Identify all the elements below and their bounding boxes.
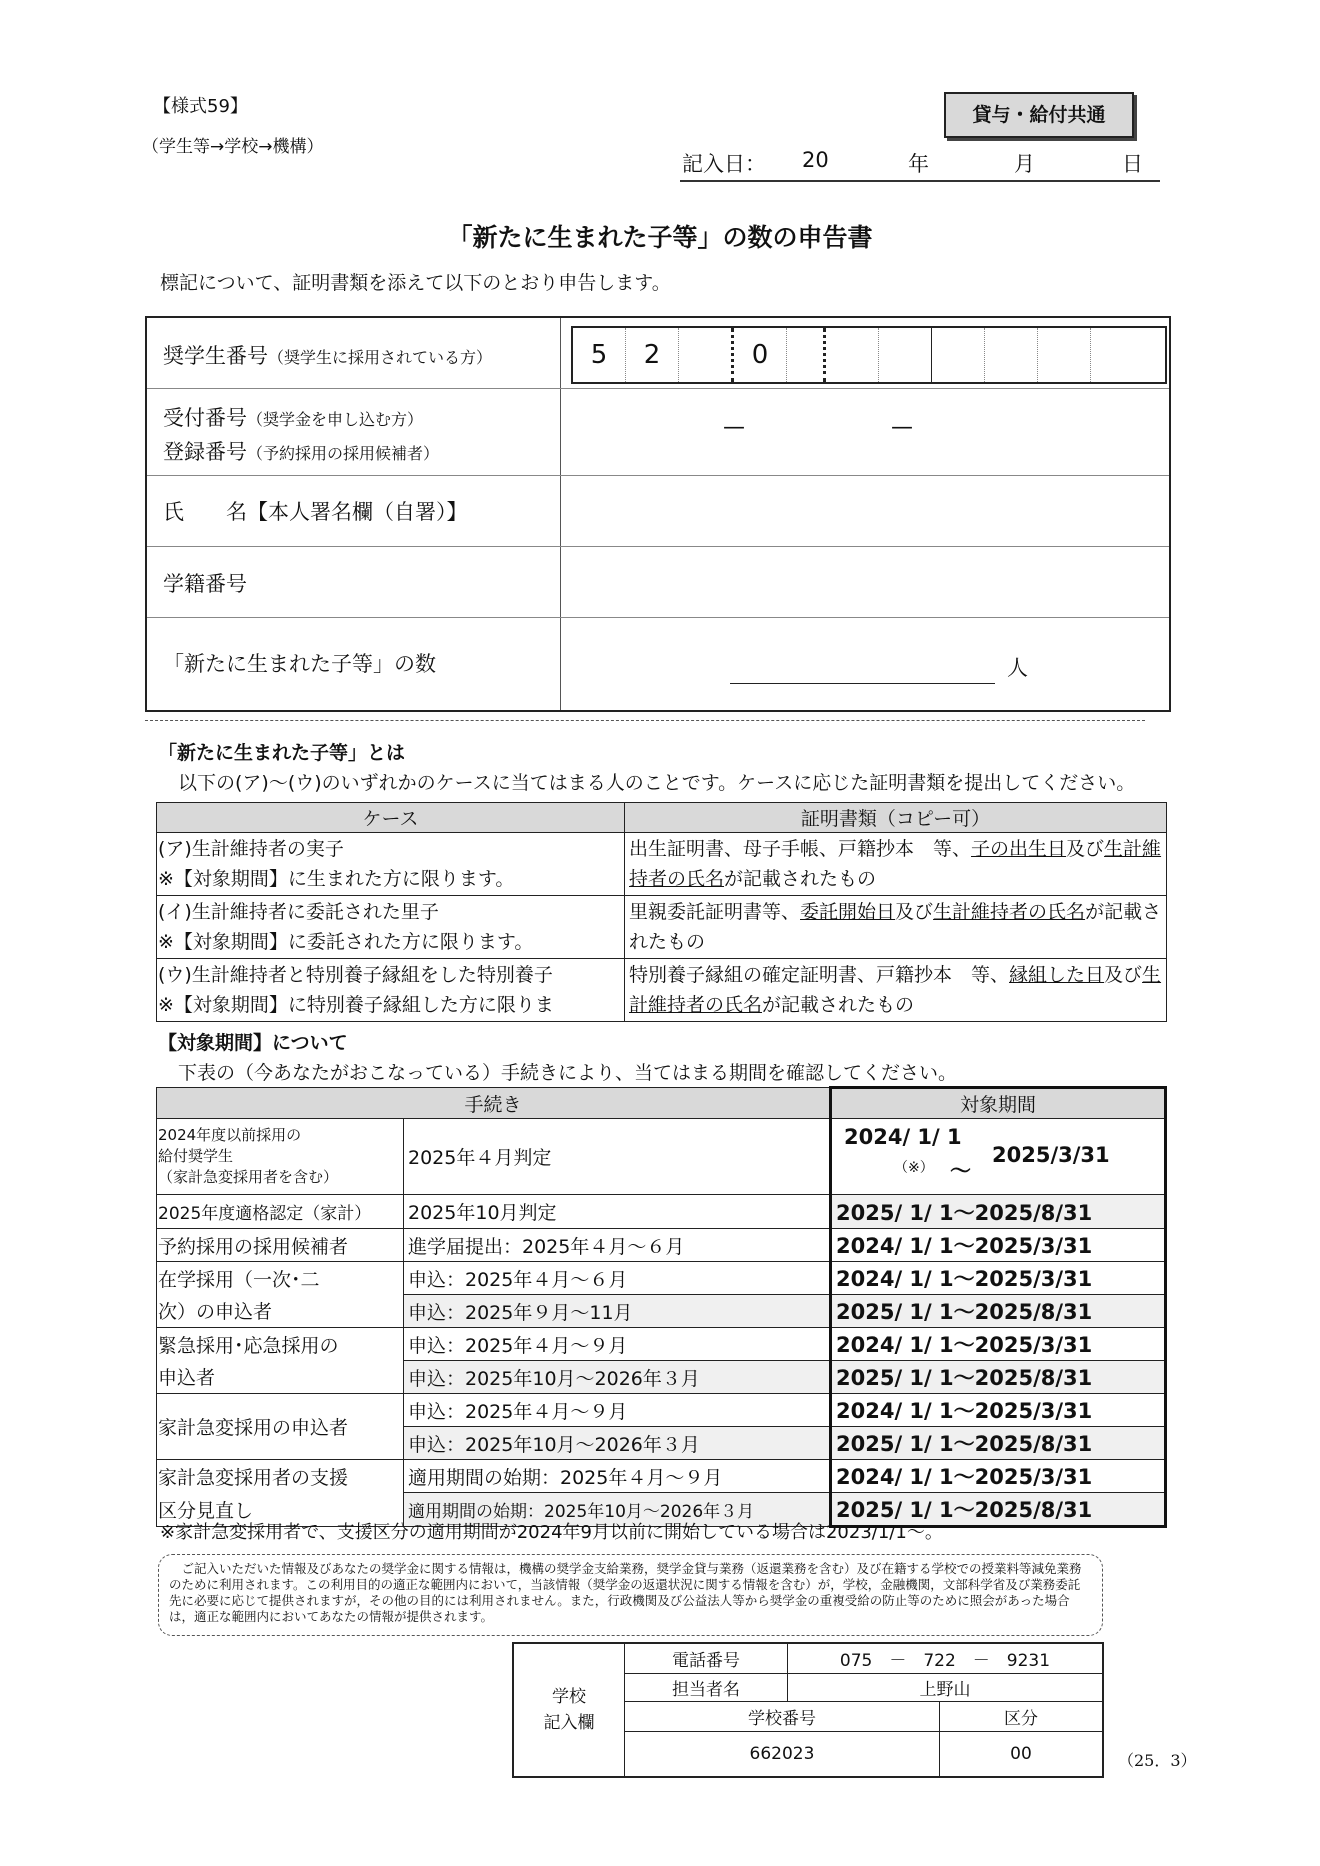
case-col-header: ケース (157, 803, 625, 833)
period-row (157, 1262, 1166, 1295)
period-row-period: 2025/ 1/ 1～2025/8/31 (831, 1361, 1166, 1394)
docs-text: が記載されたもの (762, 994, 915, 1016)
period-row-proc: 適用期間の始期：2025年４月～９月 (404, 1460, 831, 1493)
period-row-period: 2024/ 1/ 1～2025/3/31 (831, 1328, 1166, 1361)
school-no-label: 学校番号 (625, 1701, 940, 1731)
digit-box[interactable]: 2 (626, 328, 679, 382)
children-count-field[interactable] (730, 653, 995, 684)
badge-label: 貸与・給付共通 (972, 104, 1106, 126)
period-row-proc: 2025年10月判定 (404, 1195, 831, 1229)
intro-text: 標記について、証明書類を添えて以下のとおり申告します。 (160, 272, 671, 294)
docs-cell (625, 896, 1167, 959)
scholarship-note: （奨学生に採用されている方） (268, 348, 493, 367)
page-title: 「新たに生まれた子等」の数の申告書 (447, 223, 873, 252)
period-start: 2024/ 1/ 1 (844, 1125, 962, 1149)
period-row (157, 1328, 1166, 1361)
case-cell (157, 959, 625, 1022)
period-row (157, 1361, 1166, 1394)
phone-value[interactable]: 075 － 722 － 9231 (788, 1643, 1104, 1673)
docs-text: 及び (895, 901, 934, 923)
case-note: ※【対象期間】に特別養子縁組した方に限りま (158, 994, 554, 1016)
period-footnote: ※家計急変採用者で、支援区分の適用期間が2024年9月以前に開始している場合は2023/1/1～。 (160, 1522, 943, 1543)
period-row-label: 緊急採用･応急採用の (157, 1328, 404, 1361)
contact-label: 担当者名 (625, 1673, 788, 1701)
proc-col-header: 手続き (157, 1088, 831, 1119)
period-row-proc: 申込：2025年４月～６月 (404, 1262, 831, 1295)
case-cell (157, 896, 625, 959)
docs-text: が記載されたもの (724, 868, 877, 890)
student-id-label: 学籍番号 (163, 572, 247, 596)
period-row-period: 2025/ 1/ 1～2025/8/31 (831, 1493, 1166, 1527)
docs-text: 及び (1066, 838, 1105, 860)
docs-underlined: 子の出生日 (971, 838, 1067, 860)
digit-box[interactable] (1038, 328, 1091, 382)
registration-note: （予約採用の採用候補者） (247, 444, 440, 463)
period-row-label: 家計急変採用者の支援 (157, 1460, 404, 1493)
dash-separator: — (723, 415, 745, 440)
period-row-proc: 適用期間の始期：2025年10月～2026年３月 (404, 1493, 831, 1527)
period-row-label: 次）の申込者 (157, 1295, 404, 1328)
case-note: ※【対象期間】に委託された方に限ります。 (158, 931, 534, 953)
period-col-header: 対象期間 (831, 1088, 1166, 1119)
period-row (157, 1460, 1166, 1493)
period-row-proc: 申込：2025年９月～11月 (404, 1295, 831, 1328)
docs-underlined: 縁組した日 (1009, 964, 1105, 986)
reception-note: （奨学金を申し込む方） (247, 410, 424, 429)
period-row (157, 1119, 1166, 1195)
division-value[interactable]: 00 (940, 1731, 1104, 1777)
period-row-period: 2025/ 1/ 1～2025/8/31 (831, 1195, 1166, 1229)
period-table (156, 1086, 1167, 1528)
period-row-period: 2024/ 1/ 1～2025/3/31 (831, 1262, 1166, 1295)
period-end: 2025/3/31 (992, 1143, 1110, 1167)
period-row-period (831, 1119, 1166, 1195)
school-label-line: 学校 (552, 1687, 586, 1707)
main-form (145, 316, 1171, 712)
digit-box[interactable] (879, 328, 932, 382)
form-divider (147, 617, 1169, 618)
digit-box[interactable]: 5 (573, 328, 626, 382)
date-label: 記入日： (682, 152, 766, 176)
registration-label-text: 登録番号 (163, 440, 247, 464)
form-number: 【様式59】 (153, 96, 248, 117)
period-note: （※） (894, 1160, 934, 1176)
case-title: (ウ)生計維持者と特別養子縁組をした特別養子 (158, 964, 553, 986)
name-signature-field[interactable] (561, 476, 1169, 546)
reception-label (163, 402, 423, 432)
period-row-period: 2025/ 1/ 1～2025/8/31 (831, 1295, 1166, 1328)
case-row (157, 833, 1167, 896)
school-label-line: 記入欄 (543, 1713, 595, 1733)
period-row-proc: 進学届提出：2025年４月～６月 (404, 1229, 831, 1262)
period-row (157, 1394, 1166, 1427)
case-cell (157, 833, 625, 896)
dashed-divider (145, 720, 1145, 721)
case-note: ※【対象期間】に生まれた方に限ります。 (158, 868, 515, 890)
period-row-period: 2025/ 1/ 1～2025/8/31 (831, 1427, 1166, 1460)
period-row-label: 申込者 (157, 1361, 404, 1394)
badge (944, 92, 1134, 138)
definition-text: 以下の(ア)～(ウ)のいずれかのケースに当てはまる人のことです。ケースに応じた証明書類を提出してください。 (178, 772, 1136, 794)
case-row (157, 896, 1167, 959)
docs-text: 里親委託証明書等、 (629, 901, 801, 923)
privacy-text: ご記入いただいた情報及びあなたの奨学金に関する情報は，機構の奨学金支給業務，奨学金貸与業務（返還業務を含む）及び在籍する学校での授業料等減免業務のために利用されます。この利用目的の適正な範囲内において，当該情報（奨学金の返還状況に関する情報を含む）が，学校，金融機関，文部科学省及び業務委託先に必要に応じて提供されますが，その他の目的には利用されません。また，行政機関及び公益法人等から奨学金の重複受給の防止等のために照会があった場合は，適正な範囲内においてあなたの情報が提供されます。 (169, 1561, 1082, 1624)
phone-label: 電話番号 (625, 1643, 788, 1673)
reception-field[interactable] (561, 389, 1169, 475)
period-text: 下表の（今あなたがおこなっている）手続きにより、当てはまる期間を確認してください。 (178, 1062, 958, 1084)
digit-box[interactable] (985, 328, 1038, 382)
period-row-period: 2024/ 1/ 1～2025/3/31 (831, 1394, 1166, 1427)
period-row-proc: 2025年４月判定 (404, 1119, 831, 1195)
period-row-proc: 申込：2025年４月～９月 (404, 1394, 831, 1427)
day-unit: 日 (1122, 152, 1143, 176)
docs-col-header: 証明書類（コピー可） (625, 803, 1167, 833)
digit-box[interactable] (787, 328, 826, 382)
label-line: 2024年度以前採用の (158, 1126, 302, 1144)
version-note: （25．3） (1118, 1751, 1197, 1770)
period-row-label: 在学採用（一次･二 (157, 1262, 404, 1295)
period-row-period: 2024/ 1/ 1～2025/3/31 (831, 1460, 1166, 1493)
children-unit: 人 (1007, 656, 1028, 680)
case-title: (ア)生計維持者の実子 (158, 838, 344, 860)
period-row-label: 家計急変採用の申込者 (157, 1394, 404, 1460)
digit-box[interactable] (1091, 328, 1145, 382)
dash-separator: — (891, 415, 913, 440)
registration-label (163, 436, 439, 466)
period-row (157, 1229, 1166, 1262)
month-unit: 月 (1014, 152, 1035, 176)
period-row-label (157, 1119, 404, 1195)
contact-value[interactable]: 上野山 (788, 1673, 1104, 1701)
label-line: （家計急変採用者を含む） (158, 1168, 339, 1186)
label-line: 給付奨学生 (158, 1147, 234, 1165)
period-row-label: 2025年度適格認定（家計） (157, 1195, 404, 1229)
children-count-label: 「新たに生まれた子等」の数 (163, 652, 436, 676)
digit-box[interactable] (679, 328, 734, 382)
docs-text: 特別養子縁組の確定証明書、戸籍抄本 等、 (629, 964, 1010, 986)
docs-text: 出生証明書、母子手帳、戸籍抄本 等、 (629, 838, 972, 860)
period-row-proc: 申込：2025年10月～2026年３月 (404, 1427, 831, 1460)
route-note: （学生等→学校→機構） (142, 137, 324, 157)
period-heading: 【対象期間】について (158, 1032, 348, 1054)
digit-box[interactable] (826, 328, 879, 382)
definition-heading: 「新たに生まれた子等」とは (158, 742, 406, 764)
case-title: (イ)生計維持者に委託された里子 (158, 901, 439, 923)
period-row-period: 2024/ 1/ 1～2025/3/31 (831, 1229, 1166, 1262)
digit-box[interactable] (932, 328, 985, 382)
name-label: 氏 名【本人署名欄（自署）】 (163, 500, 468, 524)
division-label: 区分 (940, 1701, 1104, 1731)
period-row-label: 区分見直し (157, 1493, 404, 1527)
docs-text: が記載されたもの (629, 901, 1162, 953)
digit-box[interactable]: 0 (734, 328, 787, 382)
docs-underlined: 生計維持者の氏名 (933, 901, 1086, 923)
docs-cell (625, 959, 1167, 1022)
docs-text: 及び (1104, 964, 1143, 986)
docs-underlined: 生計維持者の氏名 (629, 838, 1162, 890)
year-unit: 年 (908, 152, 929, 176)
period-row (157, 1295, 1166, 1328)
docs-underlined: 委託開始日 (800, 901, 896, 923)
reception-label-text: 受付番号 (163, 406, 247, 430)
scholarship-number-boxes[interactable] (571, 326, 1167, 384)
docs-underlined: 生計維持者の氏名 (629, 964, 1162, 1016)
date-year-prefix: 20 (802, 148, 829, 172)
period-row (157, 1195, 1166, 1229)
scholarship-label-text: 奨学生番号 (163, 344, 268, 368)
period-row-proc: 申込：2025年４月～９月 (404, 1328, 831, 1361)
school-no-value[interactable]: 662023 (625, 1731, 940, 1777)
school-section-label (513, 1643, 625, 1777)
privacy-notice (158, 1554, 1103, 1636)
docs-cell (625, 833, 1167, 896)
date-line (680, 148, 1160, 182)
period-row-label: 予約採用の採用候補者 (157, 1229, 404, 1262)
period-row-proc: 申込：2025年10月～2026年３月 (404, 1361, 831, 1394)
student-id-field[interactable] (561, 547, 1169, 617)
period-tilde: ～ (950, 1159, 971, 1183)
case-row (157, 959, 1167, 1022)
school-table (512, 1642, 1104, 1778)
case-table (156, 802, 1167, 1022)
scholarship-label (163, 340, 492, 370)
